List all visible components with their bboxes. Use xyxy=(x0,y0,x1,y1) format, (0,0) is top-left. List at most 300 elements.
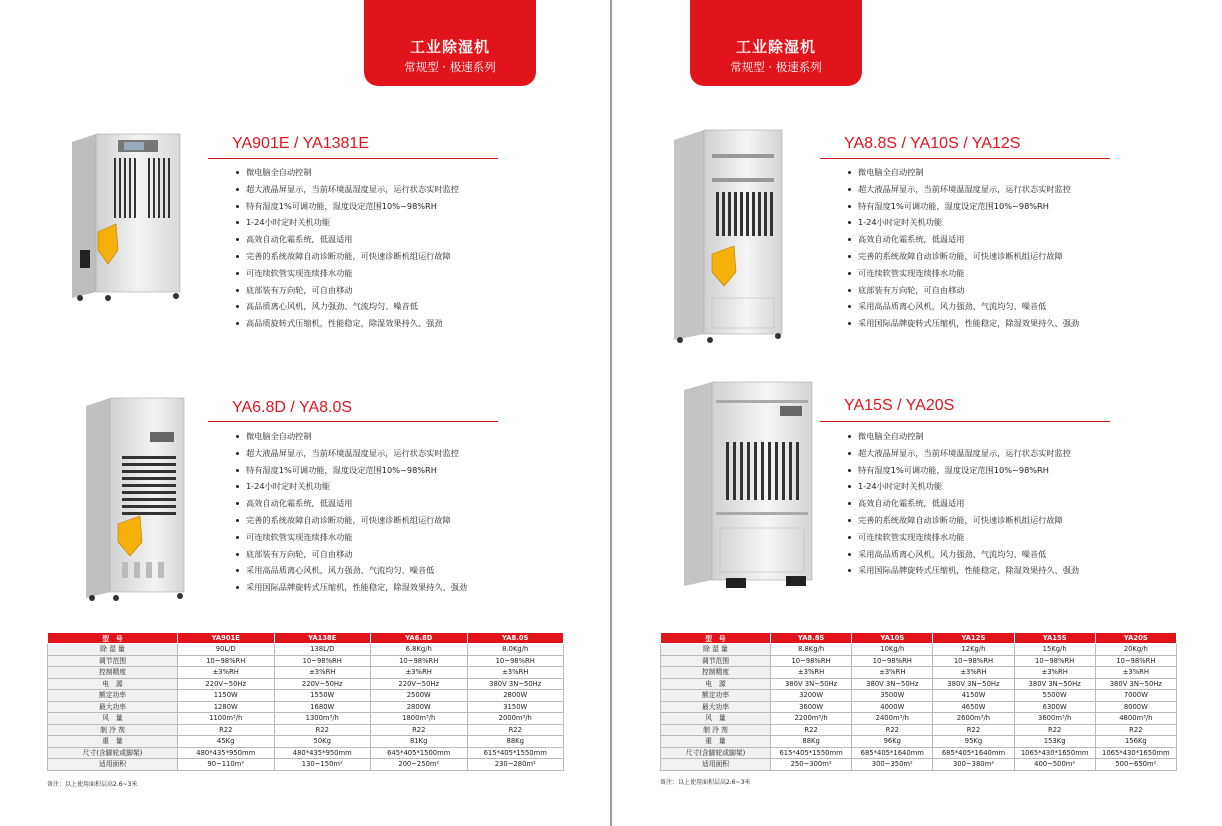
feature-text: 底部装有万向轮，可自由移动 xyxy=(858,284,965,295)
table-cell: R22 xyxy=(1014,724,1095,736)
feature-text: 采用国际品牌旋转式压缩机，性能稳定，除湿效果持久、强劲 xyxy=(246,582,468,593)
table-cell: 20Kg/h xyxy=(1095,644,1176,656)
table-row xyxy=(48,747,564,759)
table-row-label: 除 湿 量 xyxy=(661,644,771,656)
bullet-icon xyxy=(848,171,851,174)
table-cell: 10~98%RH xyxy=(371,655,468,667)
table-cell: R22 xyxy=(1095,724,1176,736)
table-row-label: 适用面积 xyxy=(48,759,178,771)
table-cell: R22 xyxy=(371,724,468,736)
feature-item xyxy=(848,214,1079,231)
table-cell: ±3%RH xyxy=(178,667,275,679)
dehumidifier-image-ya901e xyxy=(66,132,186,307)
feature-text: 可连续软管实现连续排水功能 xyxy=(246,531,353,542)
table-cell: 3600W xyxy=(771,701,852,713)
bullet-icon xyxy=(236,586,239,589)
feature-list-2 xyxy=(236,428,467,596)
bullet-icon xyxy=(236,305,239,308)
table-cell: 10~98%RH xyxy=(771,655,852,667)
feature-text: 高效自动化霜系统，低温适用 xyxy=(858,234,965,245)
table-cell: 1550W xyxy=(274,690,371,702)
table-cell: 220V~50Hz xyxy=(274,678,371,690)
feature-text: 特有湿度1%可调功能，湿度设定范围10%~98%RH xyxy=(858,200,1049,211)
table-cell: 1800m³/h xyxy=(371,713,468,725)
table-cell: 2000m³/h xyxy=(467,713,564,725)
table-cell: ±3%RH xyxy=(274,667,371,679)
table-header-cell: YA10S xyxy=(852,633,933,644)
table-header-cell: 型 号 xyxy=(48,633,178,644)
table-cell: 400~500m² xyxy=(1014,759,1095,771)
table-cell: 1065*430*1650mm xyxy=(1014,747,1095,759)
table-row-label: 调节范围 xyxy=(661,655,771,667)
feature-text: 高品质离心风机，风力强劲、气流均匀、噪音低 xyxy=(246,301,418,312)
bullet-icon xyxy=(236,188,239,191)
feature-text: 微电脑全自动控制 xyxy=(858,167,924,177)
table-cell: ±3%RH xyxy=(933,667,1014,679)
feature-text: 特有湿度1%可调功能，湿度设定范围10%~98%RH xyxy=(246,200,437,211)
table-cell: 8.8Kg/h xyxy=(771,644,852,656)
table-cell: 10~98%RH xyxy=(933,655,1014,667)
table-cell: 95Kg xyxy=(933,736,1014,748)
table-cell: 2500W xyxy=(371,690,468,702)
table-cell: 10~98%RH xyxy=(1014,655,1095,667)
bullet-icon xyxy=(236,536,239,539)
footnote: 备注：以上使用面积层高2.6~3米 xyxy=(47,781,138,788)
table-row-label: 除 湿 量 xyxy=(48,644,178,656)
feature-item xyxy=(236,512,467,529)
table-row-label: 控制精度 xyxy=(48,667,178,679)
title-underline xyxy=(208,158,498,159)
bullet-icon xyxy=(236,322,239,325)
table-row xyxy=(661,655,1177,667)
feature-item xyxy=(236,546,467,563)
table-row-label: 尺寸(含脚轮或脚架) xyxy=(48,747,178,759)
banner-subtitle: 常规型 · 极速系列 xyxy=(404,60,496,74)
table-cell: 10~98%RH xyxy=(852,655,933,667)
bullet-icon xyxy=(848,289,851,292)
feature-text: 微电脑全自动控制 xyxy=(858,431,924,441)
table-cell: 3500W xyxy=(852,690,933,702)
table-cell: 615*405*1550mm xyxy=(771,747,852,759)
feature-text: 超大液晶屏显示，当前环境温湿度显示，运行状态实时监控 xyxy=(858,183,1071,194)
table-row xyxy=(48,667,564,679)
bullet-icon xyxy=(848,221,851,224)
bullet-icon xyxy=(848,553,851,556)
table-cell: 500~650m² xyxy=(1095,759,1176,771)
table-cell: 50Kg xyxy=(274,736,371,748)
table-cell: 88Kg xyxy=(467,736,564,748)
table-cell: 1100m³/h xyxy=(178,713,275,725)
table-cell: 3600m³/h xyxy=(1014,713,1095,725)
product-title-3: YA8.8S / YA10S / YA12S xyxy=(844,135,1021,152)
feature-item xyxy=(236,428,467,445)
table-cell: 300~380m² xyxy=(933,759,1014,771)
feature-item xyxy=(848,181,1079,198)
table-cell: 1300m³/h xyxy=(274,713,371,725)
table-cell: 10~98%RH xyxy=(274,655,371,667)
footnote: 备注：以上使用面积层高2.6~3米 xyxy=(660,779,751,786)
table-cell: 220V~50Hz xyxy=(178,678,275,690)
feature-text: 完善的系统故障自动诊断功能，可快速诊断机组运行故障 xyxy=(246,250,451,261)
table-cell: 90~110m² xyxy=(178,759,275,771)
title-underline xyxy=(820,421,1110,422)
bullet-icon xyxy=(236,553,239,556)
feature-text: 1-24小时定时关机功能 xyxy=(246,481,331,492)
table-cell: R22 xyxy=(933,724,1014,736)
table-cell: 45Kg xyxy=(178,736,275,748)
table-cell: 645*405*1500mm xyxy=(371,747,468,759)
table-cell: 4800m³/h xyxy=(1095,713,1176,725)
bullet-icon xyxy=(848,188,851,191)
table-cell: 1680W xyxy=(274,701,371,713)
title-underline xyxy=(820,158,1110,159)
table-cell: 250~300m² xyxy=(771,759,852,771)
table-row xyxy=(48,759,564,771)
table-cell: R22 xyxy=(274,724,371,736)
feature-text: 采用高品质离心风机，风力强劲、气流均匀、噪音低 xyxy=(858,548,1047,559)
table-cell: 88Kg xyxy=(771,736,852,748)
table-cell: 8.0Kg/h xyxy=(467,644,564,656)
table-cell: R22 xyxy=(852,724,933,736)
feature-item xyxy=(848,462,1079,479)
table-cell: R22 xyxy=(467,724,564,736)
feature-text: 微电脑全自动控制 xyxy=(246,431,312,441)
table-row xyxy=(661,724,1177,736)
table-header-row xyxy=(48,633,564,644)
feature-item xyxy=(236,198,459,215)
table-row xyxy=(661,759,1177,771)
table-cell: 1150W xyxy=(178,690,275,702)
table-row-label: 尺寸(含脚轮或脚架) xyxy=(661,747,771,759)
table-cell: 2400m³/h xyxy=(852,713,933,725)
table-cell: ±3%RH xyxy=(467,667,564,679)
table-header-row xyxy=(661,633,1177,644)
feature-item xyxy=(848,315,1079,332)
table-header-cell: YA8.0S xyxy=(467,633,564,644)
table-cell: 3150W xyxy=(467,701,564,713)
product-title-4: YA15S / YA20S xyxy=(844,397,955,414)
table-cell: 130~150m² xyxy=(274,759,371,771)
feature-text: 高效自动化霜系统，低温适用 xyxy=(858,498,965,509)
feature-item xyxy=(236,282,459,299)
feature-item xyxy=(236,445,467,462)
feature-item xyxy=(236,462,467,479)
feature-item xyxy=(848,546,1079,563)
table-cell: ±3%RH xyxy=(371,667,468,679)
dehumidifier-image-ya68d xyxy=(82,396,192,606)
feature-text: 可连续软管实现连续排水功能 xyxy=(858,267,965,278)
feature-text: 超大液晶屏显示，当前环境温湿度显示，运行状态实时监控 xyxy=(246,183,459,194)
table-row xyxy=(661,667,1177,679)
table-cell: 380V 3N~50Hz xyxy=(933,678,1014,690)
left-page xyxy=(0,0,610,826)
category-banner xyxy=(364,0,536,86)
bullet-icon xyxy=(236,289,239,292)
table-cell: 1065*430*1650mm xyxy=(1095,747,1176,759)
feature-item xyxy=(848,298,1079,315)
table-cell: 4150W xyxy=(933,690,1014,702)
feature-text: 完善的系统故障自动诊断功能，可快速诊断机组运行故障 xyxy=(858,514,1063,525)
table-cell: 2800W xyxy=(371,701,468,713)
bullet-icon xyxy=(236,519,239,522)
dehumidifier-image-ya15s xyxy=(682,380,822,592)
feature-item xyxy=(236,214,459,231)
feature-item xyxy=(848,478,1079,495)
table-cell: 138L/D xyxy=(274,644,371,656)
table-cell: R22 xyxy=(178,724,275,736)
feature-item xyxy=(236,248,459,265)
table-cell: 380V 3N~50Hz xyxy=(771,678,852,690)
table-cell: 685*405*1640mm xyxy=(852,747,933,759)
table-cell: 10~98%RH xyxy=(178,655,275,667)
bullet-icon xyxy=(236,435,239,438)
table-cell: 300~350m² xyxy=(852,759,933,771)
bullet-icon xyxy=(848,452,851,455)
table-row-label: 风 量 xyxy=(661,713,771,725)
bullet-icon xyxy=(236,171,239,174)
table-cell: 200~250m² xyxy=(371,759,468,771)
feature-text: 采用高品质离心风机，风力强劲、气流均匀、噪音低 xyxy=(246,565,435,576)
bullet-icon xyxy=(848,536,851,539)
table-cell: 15Kg/h xyxy=(1014,644,1095,656)
bullet-icon xyxy=(236,272,239,275)
table-row xyxy=(48,701,564,713)
table-cell: 153Kg xyxy=(1014,736,1095,748)
bullet-icon xyxy=(236,452,239,455)
bullet-icon xyxy=(848,569,851,572)
table-row xyxy=(48,724,564,736)
table-cell: 6300W xyxy=(1014,701,1095,713)
table-cell: ±3%RH xyxy=(1095,667,1176,679)
table-header-cell: YA138E xyxy=(274,633,371,644)
table-cell: 8000W xyxy=(1095,701,1176,713)
table-cell: 380V 3N~50Hz xyxy=(852,678,933,690)
table-cell: 1280W xyxy=(178,701,275,713)
table-cell: 5500W xyxy=(1014,690,1095,702)
table-header-cell: YA6.8D xyxy=(371,633,468,644)
feature-list-1 xyxy=(236,164,459,332)
table-cell: 615*405*1550mm xyxy=(467,747,564,759)
table-row-label: 调节范围 xyxy=(48,655,178,667)
feature-text: 特有湿度1%可调功能，湿度设定范围10%~98%RH xyxy=(246,464,437,475)
feature-item xyxy=(848,164,1079,181)
feature-text: 底部装有万向轮，可自由移动 xyxy=(246,284,353,295)
table-row xyxy=(661,747,1177,759)
table-cell: ±3%RH xyxy=(852,667,933,679)
table-cell: 230~280m² xyxy=(467,759,564,771)
feature-list-4 xyxy=(848,428,1079,579)
feature-text: 可连续软管实现连续排水功能 xyxy=(858,531,965,542)
feature-text: 采用国际品牌旋转式压缩机，性能稳定，除湿效果持久、强劲 xyxy=(858,318,1080,329)
table-header-cell: YA8.8S xyxy=(771,633,852,644)
feature-item xyxy=(848,529,1079,546)
feature-item xyxy=(236,562,467,579)
table-header-cell: YA901E xyxy=(178,633,275,644)
table-row xyxy=(48,678,564,690)
bullet-icon xyxy=(236,238,239,241)
feature-item xyxy=(236,315,459,332)
feature-text: 高效自动化霜系统，低温适用 xyxy=(246,498,353,509)
feature-text: 1-24小时定时关机功能 xyxy=(246,217,331,228)
table-header-cell: YA15S xyxy=(1014,633,1095,644)
table-cell: 156Kg xyxy=(1095,736,1176,748)
table-cell: 96Kg xyxy=(852,736,933,748)
feature-text: 1-24小时定时关机功能 xyxy=(858,481,943,492)
table-cell: 480*435*950mm xyxy=(178,747,275,759)
product-title-1: YA901E / YA1381E xyxy=(232,135,369,152)
bullet-icon xyxy=(848,205,851,208)
feature-text: 可连续软管实现连续排水功能 xyxy=(246,267,353,278)
feature-text: 1-24小时定时关机功能 xyxy=(858,217,943,228)
table-row xyxy=(661,713,1177,725)
feature-text: 特有湿度1%可调功能，湿度设定范围10%~98%RH xyxy=(858,464,1049,475)
bullet-icon xyxy=(848,469,851,472)
table-cell: 685*405*1640mm xyxy=(933,747,1014,759)
table-row xyxy=(48,690,564,702)
bullet-icon xyxy=(848,519,851,522)
table-cell: 220V~50Hz xyxy=(371,678,468,690)
feature-text: 采用高品质离心风机，风力强劲、气流均匀、噪音低 xyxy=(858,301,1047,312)
feature-item xyxy=(236,164,459,181)
feature-item xyxy=(848,512,1079,529)
feature-item xyxy=(236,231,459,248)
feature-item xyxy=(848,198,1079,215)
feature-item xyxy=(848,428,1079,445)
feature-text: 底部装有万向轮，可自由移动 xyxy=(246,548,353,559)
table-row-label: 最大功率 xyxy=(48,701,178,713)
table-row xyxy=(48,736,564,748)
table-cell: R22 xyxy=(771,724,852,736)
feature-item xyxy=(236,298,459,315)
bullet-icon xyxy=(236,221,239,224)
feature-item xyxy=(236,181,459,198)
table-cell: 10Kg/h xyxy=(852,644,933,656)
bullet-icon xyxy=(848,485,851,488)
table-row-label: 风 量 xyxy=(48,713,178,725)
banner-title: 工业除湿机 xyxy=(735,38,816,56)
table-cell: 6.8Kg/h xyxy=(371,644,468,656)
table-row xyxy=(661,736,1177,748)
bullet-icon xyxy=(236,485,239,488)
feature-item xyxy=(236,579,467,596)
table-cell: 4650W xyxy=(933,701,1014,713)
table-cell: 380V 3N~50Hz xyxy=(1095,678,1176,690)
table-header-cell: YA12S xyxy=(933,633,1014,644)
table-row xyxy=(661,678,1177,690)
category-banner xyxy=(690,0,862,86)
table-row-label: 制 冷 剂 xyxy=(48,724,178,736)
table-cell: 380V 3N~50Hz xyxy=(467,678,564,690)
bullet-icon xyxy=(848,435,851,438)
table-cell: 2200m³/h xyxy=(771,713,852,725)
table-row-label: 电 源 xyxy=(661,678,771,690)
table-row-label: 最大功率 xyxy=(661,701,771,713)
bullet-icon xyxy=(848,305,851,308)
spec-table-right xyxy=(660,632,1177,771)
table-row xyxy=(661,644,1177,656)
right-page xyxy=(612,0,1222,826)
feature-text: 完善的系统故障自动诊断功能，可快速诊断机组运行故障 xyxy=(246,514,451,525)
table-cell: ±3%RH xyxy=(771,667,852,679)
feature-item xyxy=(236,529,467,546)
table-header-cell: YA20S xyxy=(1095,633,1176,644)
table-row xyxy=(48,713,564,725)
table-row-label: 适用面积 xyxy=(661,759,771,771)
bullet-icon xyxy=(236,205,239,208)
table-cell: 2600m³/h xyxy=(933,713,1014,725)
feature-item xyxy=(236,495,467,512)
table-row-label: 控制精度 xyxy=(661,667,771,679)
table-row xyxy=(661,690,1177,702)
banner-title: 工业除湿机 xyxy=(409,38,490,56)
product-title-2: YA6.8D / YA8.0S xyxy=(232,399,353,416)
feature-item xyxy=(236,265,459,282)
table-row-label: 额定功率 xyxy=(661,690,771,702)
bullet-icon xyxy=(236,502,239,505)
table-row xyxy=(661,701,1177,713)
table-cell: 12Kg/h xyxy=(933,644,1014,656)
table-cell: 4000W xyxy=(852,701,933,713)
bullet-icon xyxy=(236,569,239,572)
table-row-label: 电 源 xyxy=(48,678,178,690)
feature-item xyxy=(848,231,1079,248)
table-cell: 7000W xyxy=(1095,690,1176,702)
table-row xyxy=(48,644,564,656)
feature-text: 高品质旋转式压缩机，性能稳定，除湿效果持久、强劲 xyxy=(246,318,443,329)
bullet-icon xyxy=(848,272,851,275)
feature-item xyxy=(848,445,1079,462)
table-cell: 480*435*950mm xyxy=(274,747,371,759)
bullet-icon xyxy=(236,255,239,258)
feature-text: 超大液晶屏显示，当前环境温湿度显示，运行状态实时监控 xyxy=(858,447,1071,458)
table-row-label: 额定功率 xyxy=(48,690,178,702)
table-cell: 10~98%RH xyxy=(1095,655,1176,667)
table-cell: 2800W xyxy=(467,690,564,702)
table-cell: 3200W xyxy=(771,690,852,702)
table-cell: ±3%RH xyxy=(1014,667,1095,679)
table-row-label: 重 量 xyxy=(48,736,178,748)
feature-text: 超大液晶屏显示，当前环境温湿度显示，运行状态实时监控 xyxy=(246,447,459,458)
table-cell: 81Kg xyxy=(371,736,468,748)
feature-text: 高效自动化霜系统，低温适用 xyxy=(246,234,353,245)
dehumidifier-image-ya88s xyxy=(672,128,792,348)
bullet-icon xyxy=(848,255,851,258)
table-cell: 10~98%RH xyxy=(467,655,564,667)
bullet-icon xyxy=(848,322,851,325)
feature-item xyxy=(236,478,467,495)
feature-item xyxy=(848,248,1079,265)
feature-item xyxy=(848,495,1079,512)
feature-text: 采用国际品牌旋转式压缩机，性能稳定，除湿效果持久、强劲 xyxy=(858,565,1080,576)
table-row-label: 制 冷 剂 xyxy=(661,724,771,736)
title-underline xyxy=(208,421,498,422)
table-row xyxy=(48,655,564,667)
feature-text: 完善的系统故障自动诊断功能，可快速诊断机组运行故障 xyxy=(858,250,1063,261)
bullet-icon xyxy=(848,238,851,241)
table-header-cell: 型 号 xyxy=(661,633,771,644)
spec-table-left xyxy=(47,632,564,771)
feature-item xyxy=(848,282,1079,299)
table-cell: 90L/D xyxy=(178,644,275,656)
table-row-label: 重 量 xyxy=(661,736,771,748)
table-cell: 380V 3N~50Hz xyxy=(1014,678,1095,690)
bullet-icon xyxy=(236,469,239,472)
feature-list-3 xyxy=(848,164,1079,332)
feature-item xyxy=(848,265,1079,282)
bullet-icon xyxy=(848,502,851,505)
banner-subtitle: 常规型 · 极速系列 xyxy=(730,60,822,74)
feature-item xyxy=(848,562,1079,579)
